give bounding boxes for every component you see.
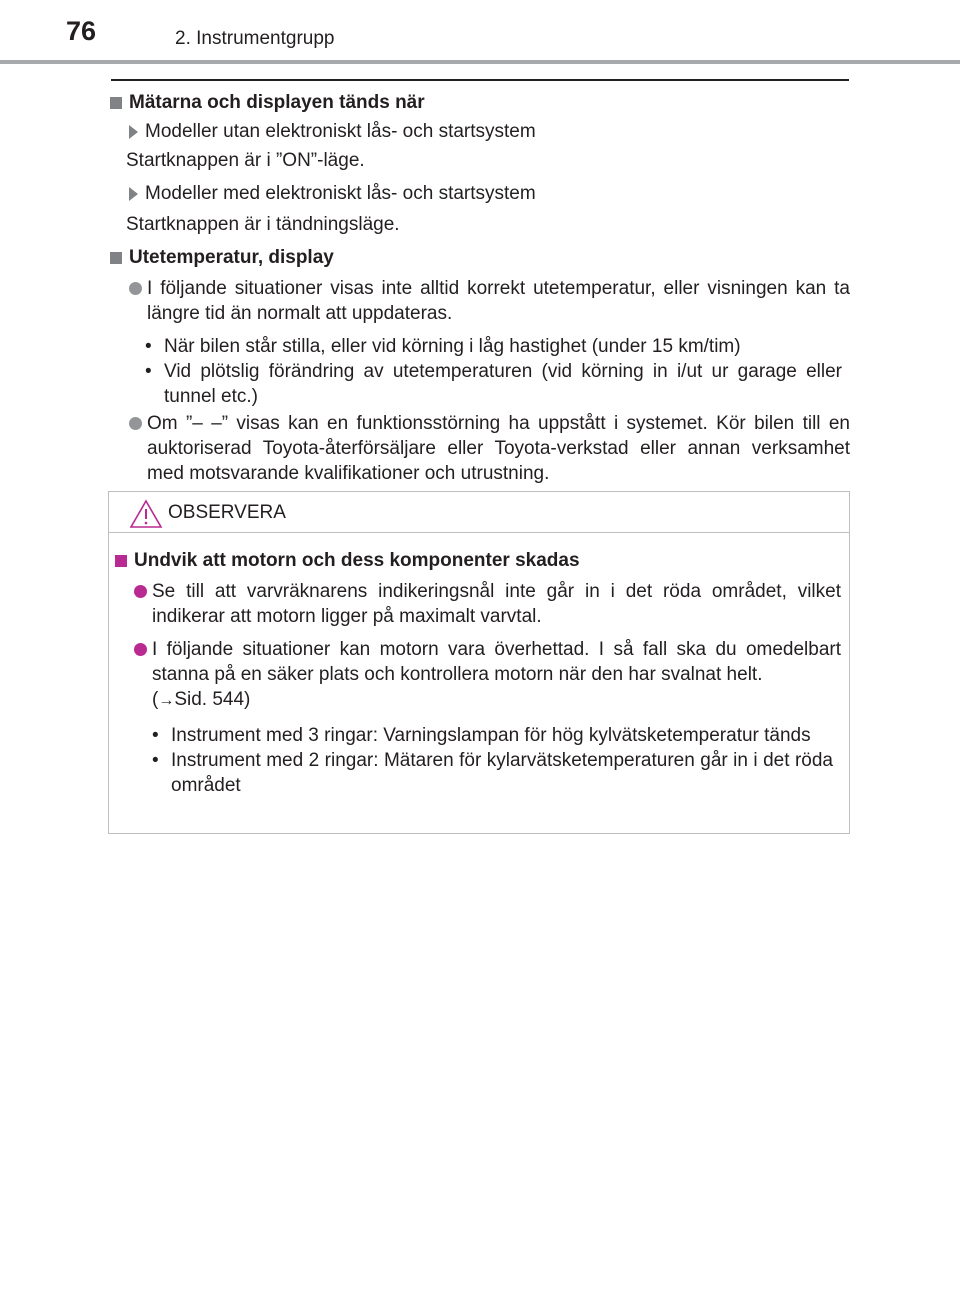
section-heading-text: Utetemperatur, display: [129, 247, 334, 268]
chapter-title: 2. Instrumentgrupp: [175, 28, 335, 49]
notice-body: [109, 533, 849, 798]
circle-bullet-icon: [134, 643, 147, 656]
dot-bullet-icon: •: [152, 750, 159, 771]
warning-triangle-icon: [129, 499, 163, 529]
notice-point-1: [134, 579, 841, 629]
point-text: Om ”– –” visas kan en funktionsstörning ha uppstått i systemet. Kör bilen till en auktoriserad Toyota-återförsäljare eller Toyota-verkstad eller annan verksamhet med motsvarande kvalifikationer och utrustning.: [147, 413, 850, 484]
model-item-with-smart-key: [129, 181, 850, 206]
point-text: I följande situationer visas inte alltid korrekt utetemperatur, eller visningen kan ta längre tid än normalt att uppdateras.: [147, 278, 850, 324]
bullet-text: Vid plötslig förändring av utetemperaturen (vid körning in i/ut ur garage eller tunnel etc.): [164, 361, 842, 407]
notice-label: OBSERVERA: [168, 502, 286, 523]
notice-heading: [115, 548, 841, 573]
main-content: [110, 88, 850, 486]
notice-heading-text: Undvik att motorn och dess komponenter skadas: [134, 550, 580, 571]
temp-bullet-1: [145, 334, 850, 359]
dot-bullet-icon: •: [152, 725, 159, 746]
bullet-text: Instrument med 3 ringar: Varningslampan för hög kylvätsketemperatur tänds: [171, 725, 811, 746]
triangle-bullet-icon: [129, 187, 138, 201]
square-bullet-icon: [110, 97, 122, 109]
point-text: I följande situationer kan motorn vara överhettad. I så fall ska du omedelbart stanna på en säker plats och kontrollera motorn när den har svalnat helt.: [152, 639, 841, 685]
header-rule: [0, 60, 960, 64]
arrow-right-icon: →: [158, 692, 175, 709]
temp-point-1: [129, 276, 850, 326]
point-text-wrapper: I följande situationer kan motorn vara överhettad. I så fall ska du omedelbart stanna på en säker plats och kontrollera motorn när den har svalnat helt. (→Sid. 544): [152, 639, 841, 710]
notice-bullet-2: [152, 748, 841, 798]
dot-bullet-icon: •: [145, 336, 152, 357]
circle-bullet-icon: [134, 585, 147, 598]
model-label: Modeller utan elektroniskt lås- och startsystem: [145, 121, 536, 142]
model-text: Startknappen är i tändningsläge.: [126, 214, 400, 235]
model-label: Modeller med elektroniskt lås- och startsystem: [145, 183, 536, 204]
section-heading-outside-temp: [110, 245, 850, 270]
bullet-text: Instrument med 2 ringar: Mätaren för kylarvätsketemperaturen går in i det röda området: [171, 750, 833, 796]
model-item-without-smart-key: [129, 119, 850, 144]
dot-bullet-icon: •: [145, 361, 152, 382]
triangle-bullet-icon: [129, 125, 138, 139]
square-bullet-icon: [110, 252, 122, 264]
page-reference: Sid. 544): [174, 689, 251, 710]
page-number: 76: [66, 16, 97, 46]
section-heading-gauges: [110, 90, 850, 115]
section-heading-text: Mätarna och displayen tänds när: [129, 92, 425, 113]
bullet-text: När bilen står stilla, eller vid körning i låg hastighet (under 15 km/tim): [164, 336, 741, 357]
temp-point-2: [129, 411, 850, 486]
point-text: Se till att varvräknarens indikeringsnål inte går in i det röda området, vilket indikerar att motorn ligger på maximalt varvtal.: [152, 581, 841, 627]
content-top-rule: [111, 79, 849, 81]
notice-point-2: [134, 637, 841, 713]
square-bullet-icon: [115, 555, 127, 567]
notice-header: [109, 492, 849, 533]
circle-bullet-icon: [129, 417, 142, 430]
notice-box: [108, 491, 850, 834]
model-text: Startknappen är i ”ON”-läge.: [126, 150, 365, 171]
circle-bullet-icon: [129, 282, 142, 295]
notice-bullet-1: [152, 723, 841, 748]
temp-bullet-2: [145, 359, 850, 409]
